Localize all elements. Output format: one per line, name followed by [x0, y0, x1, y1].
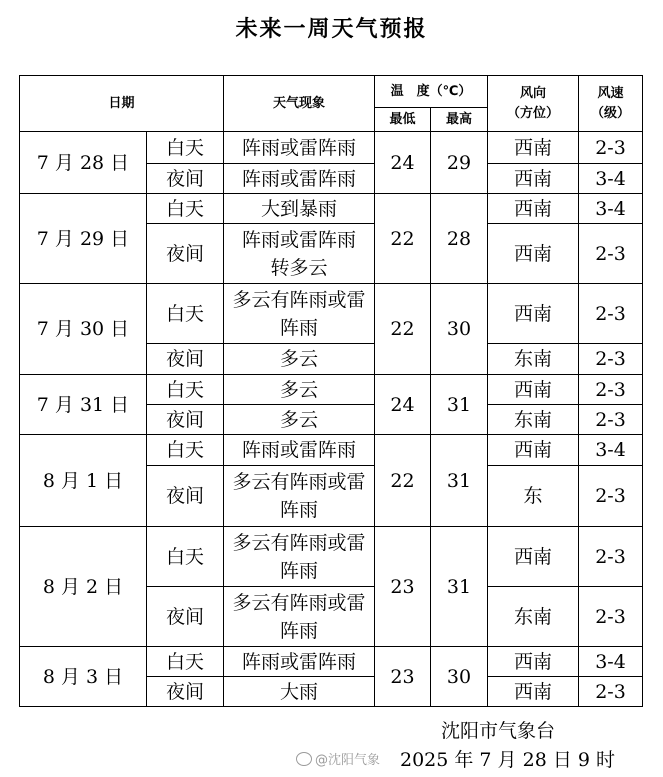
weather-cell: 阵雨或雷阵雨	[224, 647, 375, 677]
wind-direction-cell: 东	[488, 466, 579, 527]
weather-cell: 多云	[224, 344, 375, 375]
min-temp-cell: 22	[375, 435, 431, 527]
wind-speed-cell: 2-3	[579, 284, 643, 344]
issuing-organization: 沈阳市气象台	[441, 720, 556, 742]
weather-cell: 阵雨或雷阵雨	[224, 164, 375, 194]
wind-direction-cell: 西南	[488, 677, 579, 707]
period-cell: 夜间	[147, 405, 224, 435]
wind-speed-cell: 2-3	[579, 344, 643, 375]
header-wind-speed-unit: （级）	[591, 105, 631, 121]
date-cell: 8 月 2 日	[20, 527, 147, 647]
date-cell: 7 月 29 日	[20, 194, 147, 284]
min-temp-cell: 24	[375, 132, 431, 194]
wind-direction-cell: 西南	[488, 647, 579, 677]
table-row	[20, 194, 643, 224]
max-temp-cell: 28	[431, 194, 488, 284]
weibo-icon	[296, 752, 312, 766]
min-temp-cell: 22	[375, 284, 431, 375]
wind-speed-cell: 3-4	[579, 435, 643, 466]
wind-speed-cell: 2-3	[579, 466, 643, 527]
period-cell: 夜间	[147, 677, 224, 707]
header-wind-direction	[488, 76, 579, 132]
wind-speed-cell: 2-3	[579, 224, 643, 284]
period-cell: 白天	[147, 435, 224, 466]
header-min: 最低	[375, 108, 431, 132]
header-wind-direction-label: 风向	[520, 85, 547, 101]
header-wind-speed	[579, 76, 643, 132]
weather-cell: 多云有阵雨或雷阵雨	[224, 284, 375, 344]
header-wind-speed-label: 风速	[597, 85, 624, 101]
wind-direction-cell: 东南	[488, 405, 579, 435]
wind-speed-cell: 3-4	[579, 194, 643, 224]
table-row	[20, 375, 643, 405]
max-temp-cell: 31	[431, 527, 488, 647]
period-cell: 夜间	[147, 466, 224, 527]
wind-direction-cell: 西南	[488, 164, 579, 194]
header-max: 最高	[431, 108, 488, 132]
header-wind-direction-unit: （方位）	[507, 105, 560, 121]
period-cell: 白天	[147, 375, 224, 405]
min-temp-cell: 23	[375, 527, 431, 647]
wind-direction-cell: 西南	[488, 132, 579, 164]
watermark	[296, 749, 380, 768]
wind-speed-cell: 2-3	[579, 587, 643, 647]
table-row	[20, 132, 643, 164]
period-cell: 白天	[147, 527, 224, 587]
wind-direction-cell: 东南	[488, 344, 579, 375]
max-temp-cell: 29	[431, 132, 488, 194]
wind-direction-cell: 西南	[488, 284, 579, 344]
wind-direction-cell: 西南	[488, 527, 579, 587]
table-row	[20, 647, 643, 677]
period-cell: 白天	[147, 647, 224, 677]
watermark-text: @沈阳气象	[315, 753, 381, 768]
wind-speed-cell: 3-4	[579, 164, 643, 194]
period-cell: 夜间	[147, 224, 224, 284]
wind-speed-cell: 2-3	[579, 405, 643, 435]
header-temperature: 温 度（℃）	[375, 76, 488, 108]
forecast-table	[19, 75, 643, 707]
table-row	[20, 527, 643, 587]
wind-direction-cell: 东南	[488, 587, 579, 647]
weather-cell: 多云	[224, 405, 375, 435]
date-cell: 7 月 30 日	[20, 284, 147, 375]
weather-cell: 阵雨或雷阵雨	[224, 132, 375, 164]
wind-speed-cell: 2-3	[579, 375, 643, 405]
period-cell: 夜间	[147, 344, 224, 375]
min-temp-cell: 24	[375, 375, 431, 435]
wind-direction-cell: 西南	[488, 435, 579, 466]
weather-cell: 大到暴雨	[224, 194, 375, 224]
date-cell: 7 月 31 日	[20, 375, 147, 435]
table-row	[20, 435, 643, 466]
period-cell: 白天	[147, 132, 224, 164]
weather-cell: 阵雨或雷阵雨转多云	[224, 224, 375, 284]
min-temp-cell: 22	[375, 194, 431, 284]
wind-direction-cell: 西南	[488, 224, 579, 284]
weather-cell: 多云有阵雨或雷阵雨	[224, 587, 375, 647]
wind-speed-cell: 2-3	[579, 677, 643, 707]
date-cell: 8 月 3 日	[20, 647, 147, 707]
weather-cell: 多云	[224, 375, 375, 405]
period-cell: 白天	[147, 194, 224, 224]
max-temp-cell: 30	[431, 647, 488, 707]
wind-direction-cell: 西南	[488, 375, 579, 405]
weather-cell: 多云有阵雨或雷阵雨	[224, 527, 375, 587]
wind-speed-cell: 3-4	[579, 647, 643, 677]
date-cell: 8 月 1 日	[20, 435, 147, 527]
page-title: 未来一周天气预报	[235, 17, 428, 42]
wind-speed-cell: 2-3	[579, 132, 643, 164]
min-temp-cell: 23	[375, 647, 431, 707]
max-temp-cell: 31	[431, 435, 488, 527]
wind-speed-cell: 2-3	[579, 527, 643, 587]
period-cell: 白天	[147, 284, 224, 344]
weather-cell: 多云有阵雨或雷阵雨	[224, 466, 375, 527]
max-temp-cell: 30	[431, 284, 488, 375]
weather-cell: 阵雨或雷阵雨	[224, 435, 375, 466]
header-date: 日期	[20, 76, 224, 132]
wind-direction-cell: 西南	[488, 194, 579, 224]
table-row	[20, 284, 643, 344]
period-cell: 夜间	[147, 164, 224, 194]
date-cell: 7 月 28 日	[20, 132, 147, 194]
header-weather: 天气现象	[224, 76, 375, 132]
period-cell: 夜间	[147, 587, 224, 647]
max-temp-cell: 31	[431, 375, 488, 435]
weather-cell: 大雨	[224, 677, 375, 707]
issue-datetime: 2025 年 7 月 28 日 9 时	[400, 749, 615, 771]
